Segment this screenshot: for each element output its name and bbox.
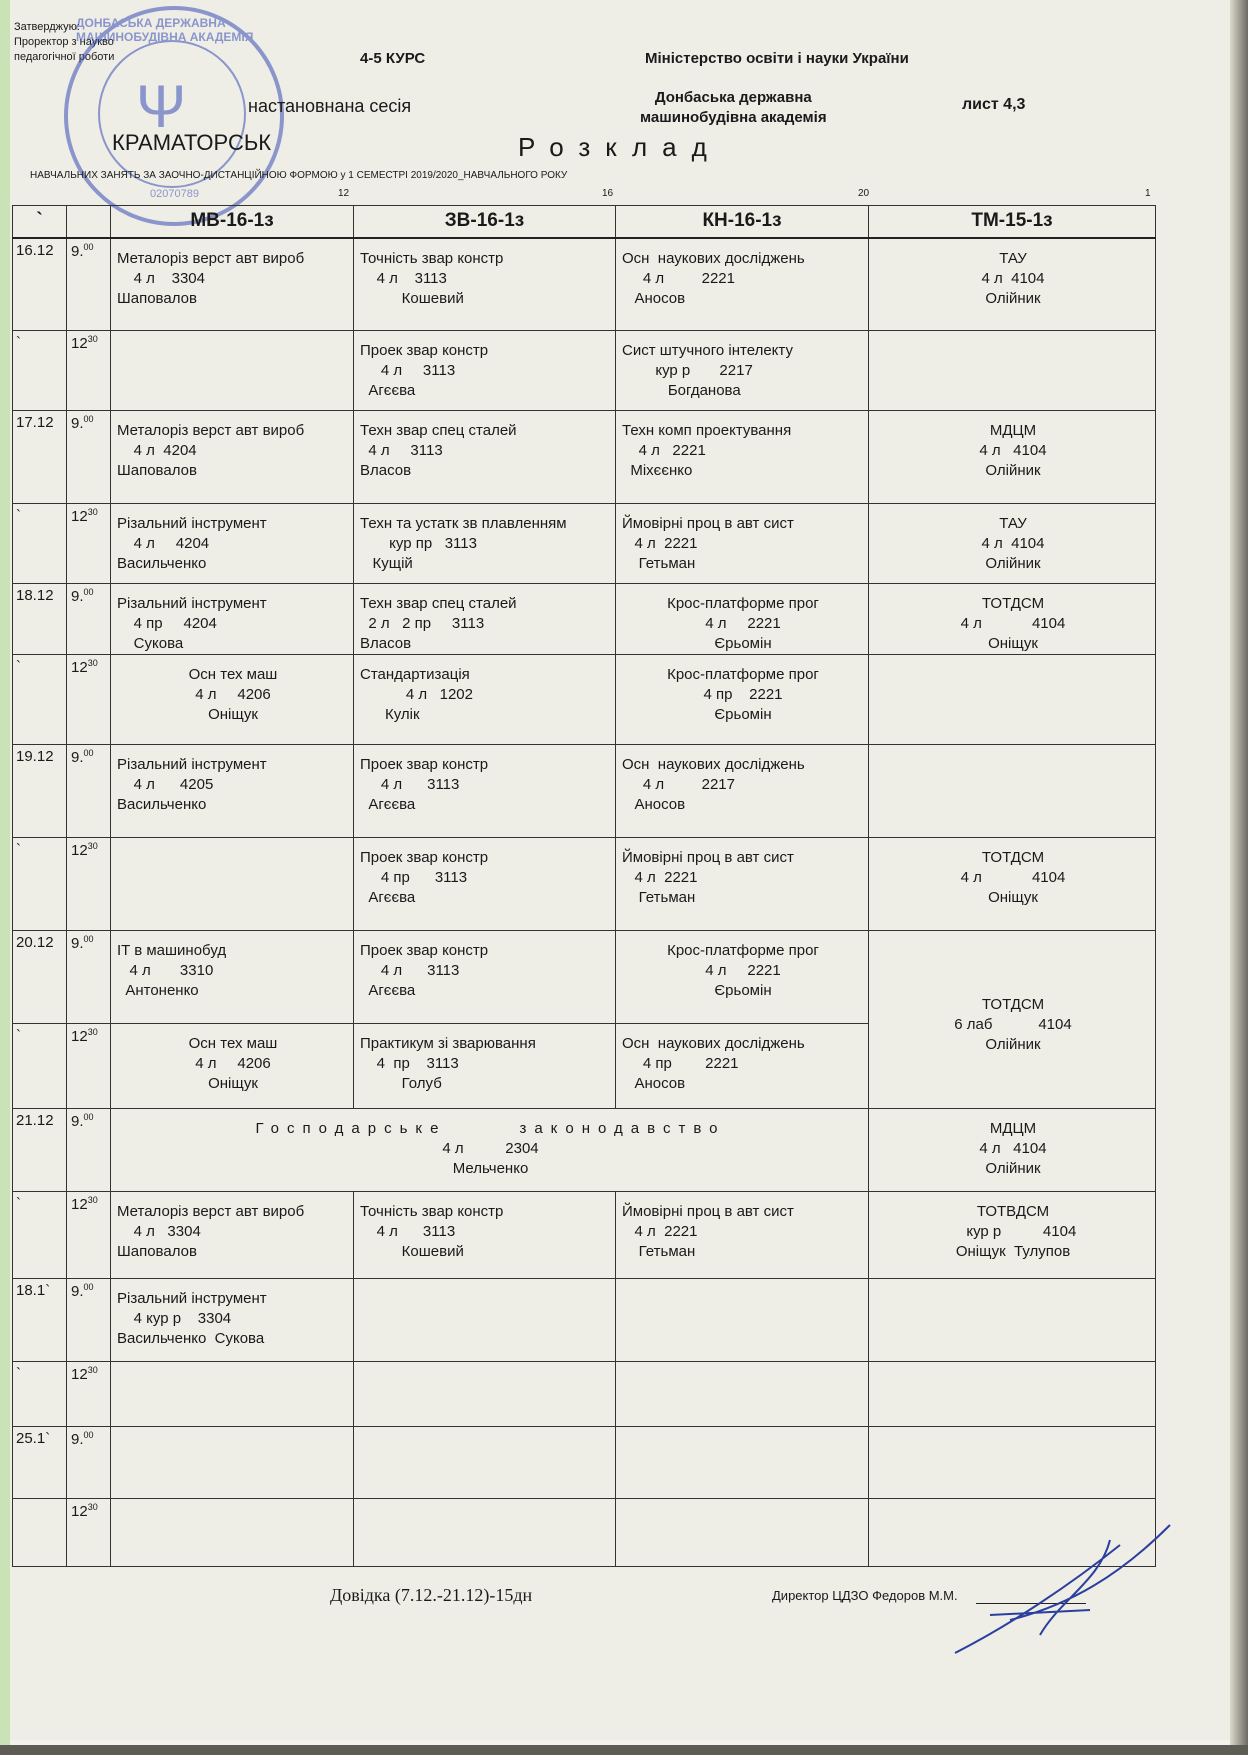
lesson-line: Ймовірні проц в авт сист: [622, 849, 794, 866]
ruler-mark: 12: [338, 188, 350, 199]
date-cell: 25.1`: [13, 1427, 67, 1499]
lesson-line: Осн наукових досліджень: [622, 756, 805, 773]
ministry-label: Міністерство освіти і науки України: [645, 50, 909, 67]
lesson-cell: [616, 838, 869, 931]
lesson-line: Крос-платформе прог: [667, 666, 819, 683]
lesson-line: 4 л 4205: [117, 776, 214, 793]
binding-strip: [0, 0, 10, 1755]
time-value: 12: [71, 842, 88, 859]
lesson-line: Васильченко: [117, 555, 207, 572]
time-cell: [67, 1362, 111, 1427]
lesson-line: Кулік: [360, 706, 420, 723]
group-header: ЗВ-16-1з: [354, 206, 616, 238]
lesson-cell: [616, 1499, 869, 1567]
lesson-cell: [111, 1427, 354, 1499]
time-minutes: 30: [87, 507, 98, 517]
lesson-cell: [111, 1279, 354, 1362]
schedule-row: [13, 838, 1156, 931]
lesson-line: Кошевий: [360, 1243, 464, 1260]
corner-cell: `: [13, 206, 67, 238]
time-value: 9.: [71, 1113, 84, 1130]
lesson-line: Васильченко: [117, 796, 207, 813]
lesson-line: 4 л 4104: [979, 442, 1047, 459]
lesson-line: ТАУ: [999, 515, 1027, 532]
lesson-line: Голуб: [360, 1075, 442, 1092]
schedule-row: [13, 411, 1156, 504]
lesson-line: 4 кур р 3304: [117, 1310, 232, 1327]
lesson-cell: [616, 584, 869, 655]
time-minutes: 00: [83, 414, 94, 424]
time-value: 9.: [71, 749, 84, 766]
lesson-line: Васильченко Сукова: [117, 1330, 265, 1347]
page-subtitle: НАВЧАЛЬНИХ ЗАНЯТЬ ЗА ЗАОЧНО-ДИСТАНЦІЙНОЮ ФОРМОЮ у 1 СЕМЕСТРІ 2019/2020_НАВЧАЛЬНОГО РОКУ: [30, 170, 568, 181]
date-cell: `: [13, 655, 67, 745]
time-value: 12: [71, 1503, 88, 1520]
group-header: МВ-16-1з: [111, 206, 354, 238]
time-minutes: 30: [87, 841, 98, 851]
lesson-line: 4 пр 2221: [703, 686, 783, 703]
date-cell: `: [13, 1024, 67, 1109]
lesson-line: Техн звар спец сталей: [360, 595, 517, 612]
lesson-line: Єрьомін: [714, 982, 772, 999]
lesson-cell: [354, 838, 616, 931]
lesson-line: 4 л 3113: [360, 362, 456, 379]
lesson-line: Точність звар констр: [360, 249, 504, 267]
course-label: 4-5 КУРС: [360, 50, 426, 67]
lesson-cell: [869, 331, 1156, 411]
lesson-line: ТОТДСМ: [981, 849, 1045, 866]
lesson-line: 4 л 3113: [360, 442, 443, 459]
schedule-table: [12, 205, 1156, 1567]
time-cell: [67, 584, 111, 655]
lesson-line: Богданова: [622, 382, 741, 399]
date-cell: `: [13, 1192, 67, 1279]
lesson-line: 4 пр 3113: [360, 1055, 459, 1072]
date-cell: `: [13, 838, 67, 931]
approve-line: педагогічної роботи: [14, 51, 115, 63]
time-value: 9.: [71, 935, 84, 952]
lesson-line: ТАУ: [999, 249, 1027, 267]
lesson-line: Власов: [360, 462, 412, 479]
lesson-cell: [616, 1192, 869, 1279]
lesson-cell: [616, 411, 869, 504]
schedule-row: [13, 655, 1156, 745]
lesson-cell: [616, 1362, 869, 1427]
lesson-cell: [616, 931, 869, 1024]
date-cell: 20.12: [13, 931, 67, 1024]
lesson-line: 4 л 2221: [705, 962, 781, 979]
lesson-cell: [354, 238, 616, 331]
lesson-line: Агєєва: [360, 382, 416, 399]
lesson-line: Точність звар констр: [360, 1203, 504, 1220]
lesson-cell: [354, 1362, 616, 1427]
schedule-row: [13, 1362, 1156, 1427]
lesson-line: кур пр 3113: [360, 535, 477, 552]
time-cell: [67, 411, 111, 504]
date-cell: 18.1`: [13, 1279, 67, 1362]
lesson-line: 4 л 2221: [622, 869, 698, 886]
lesson-cell: [354, 1279, 616, 1362]
time-value: 12: [71, 1366, 88, 1383]
lesson-cell: [111, 504, 354, 584]
lesson-line: 4 л 3113: [360, 1223, 456, 1240]
lesson-cell: [869, 1109, 1156, 1192]
schedule-row: [13, 1279, 1156, 1362]
time-cell: [67, 1024, 111, 1109]
ruler-mark: 20: [858, 188, 870, 199]
lesson-line: МДЦМ: [989, 422, 1037, 439]
lesson-line: Гетьман: [622, 1243, 696, 1260]
time-minutes: 30: [87, 334, 98, 344]
schedule-row: [13, 1192, 1156, 1279]
time-cell: [67, 504, 111, 584]
lesson-cell: [111, 1192, 354, 1279]
date-cell: 17.12: [13, 411, 67, 504]
lesson-line: Осн наукових досліджень: [622, 249, 805, 267]
lesson-line: 4 л 2221: [705, 615, 781, 632]
lesson-cell: [869, 1362, 1156, 1427]
academy-label: Донбаська державна машинобудівна академія: [640, 89, 827, 126]
lesson-line: ТОТДСМ: [981, 995, 1045, 1013]
lesson-line: 4 л 4104: [979, 1140, 1047, 1157]
lesson-line: Проек звар констр: [360, 342, 489, 359]
time-minutes: 30: [87, 1502, 98, 1512]
lesson-line: Проек звар констр: [360, 849, 489, 866]
time-value: 12: [71, 659, 88, 676]
lesson-line: Оніщук: [988, 635, 1038, 652]
lesson-cell: [354, 931, 616, 1024]
page-title: Розклад: [518, 132, 722, 162]
page-edge-right: [1230, 0, 1248, 1755]
lesson-line: 4 л 3310: [117, 962, 214, 979]
lesson-line: IT в машинобуд: [117, 942, 227, 959]
schedule-row: [13, 238, 1156, 331]
lesson-line: Олійник: [985, 1035, 1041, 1053]
time-minutes: 00: [83, 241, 94, 252]
lesson-line: Оніщук Тулупов: [955, 1243, 1071, 1260]
lesson-cell: [111, 1499, 354, 1567]
lesson-line: Ймовірні проц в авт сист: [622, 515, 794, 532]
lesson-cell: [616, 238, 869, 331]
signature-scribble: [950, 1505, 1180, 1665]
time-cell: [67, 331, 111, 411]
lesson-cell: [869, 238, 1156, 331]
lesson-line: 4 л 2217: [622, 776, 735, 793]
lesson-cell: [111, 1362, 354, 1427]
lesson-line: Антоненко: [117, 982, 199, 999]
lesson-cell: [869, 931, 1156, 1109]
lesson-line: Сукова: [117, 635, 184, 652]
ruler-mark: 1: [1145, 188, 1151, 199]
approve-line: Проректор з наукво: [14, 36, 114, 48]
lesson-cell: [616, 655, 869, 745]
date-cell: 16.12: [13, 238, 67, 331]
time-minutes: 30: [87, 1027, 98, 1037]
lesson-line: Шаповалов: [117, 1243, 197, 1260]
lesson-line: Стандартизація: [360, 666, 470, 683]
lesson-line: 4 л 2221: [622, 442, 706, 459]
date-cell: [13, 1499, 67, 1567]
lesson-line: ТОТДСМ: [981, 595, 1045, 612]
schedule-row: [13, 504, 1156, 584]
lesson-line: Різальний інструмент: [117, 756, 267, 773]
lesson-line: Крос-платформе прог: [667, 595, 819, 612]
lesson-line: 2 л 2 пр 3113: [360, 615, 485, 632]
lesson-line: Власов: [360, 635, 412, 652]
city-label: КРАМАТОРСЬК: [112, 130, 272, 155]
lesson-line: Агєєва: [360, 796, 416, 813]
lesson-line: 4 л 4104: [981, 269, 1045, 287]
time-value: 9.: [71, 242, 84, 260]
lesson-line: 4 л 3113: [360, 962, 460, 979]
page-edge-bottom: [0, 1745, 1248, 1755]
time-minutes: 00: [83, 1282, 94, 1292]
lesson-line: Техн комп проектування: [622, 422, 792, 439]
date-cell: 19.12: [13, 745, 67, 838]
lesson-cell: [354, 331, 616, 411]
lesson-cell: [111, 1024, 354, 1109]
group-header: ТМ-15-1з: [869, 206, 1156, 238]
lesson-cell-span: [111, 1109, 869, 1192]
time-minutes: 00: [83, 1112, 94, 1122]
lesson-line: Кошевий: [360, 289, 464, 307]
schedule-row: [13, 1427, 1156, 1499]
lesson-line: 4 пр 3113: [360, 869, 468, 886]
lesson-line: 4 л 2221: [622, 269, 735, 287]
lesson-line: 4 л 2304: [442, 1140, 539, 1157]
time-minutes: 30: [87, 658, 98, 668]
lesson-line: 4 л 4204: [117, 535, 210, 552]
lesson-line: Агєєва: [360, 982, 416, 999]
time-minutes: 00: [83, 587, 94, 597]
lesson-line: Проек звар констр: [360, 942, 489, 959]
lesson-line: Практикум зі зварювання: [360, 1035, 536, 1052]
lesson-cell: [111, 931, 354, 1024]
lesson-cell: [869, 1427, 1156, 1499]
lesson-line: Олійник: [985, 289, 1041, 307]
lesson-line: 6 лаб 4104: [954, 1015, 1072, 1033]
lesson-cell: [354, 1024, 616, 1109]
director-signature: Директор ЦДЗО Федоров М.М.: [772, 1588, 958, 1603]
lesson-line: 4 л 2221: [622, 1223, 698, 1240]
lesson-cell: [869, 655, 1156, 745]
lesson-cell: [869, 838, 1156, 931]
lesson-cell: [354, 1427, 616, 1499]
lesson-line: Аносов: [622, 1075, 686, 1092]
lesson-line: 4 л 4206: [195, 686, 271, 703]
time-minutes: 30: [87, 1195, 98, 1205]
lesson-line: Різальний інструмент: [117, 1290, 267, 1307]
schedule-body: [13, 238, 1156, 1567]
date-cell: `: [13, 1362, 67, 1427]
time-cell: [67, 1427, 111, 1499]
time-minutes: 30: [87, 1365, 98, 1375]
lesson-line: 4 л 4104: [960, 869, 1066, 886]
lesson-cell: [111, 745, 354, 838]
lesson-line: Шаповалов: [117, 289, 197, 307]
lesson-line: 4 пр 2221: [622, 1055, 739, 1072]
lesson-line: 4 л 3304: [117, 1223, 201, 1240]
time-value: 12: [71, 508, 88, 525]
lesson-line: Шаповалов: [117, 462, 197, 479]
lesson-line: Техн звар спец сталей: [360, 422, 517, 439]
approve-line: Затверджую:: [14, 21, 80, 33]
time-cell: [67, 1279, 111, 1362]
lesson-line: 4 л 3304: [117, 269, 205, 287]
lesson-line: Крос-платформе прог: [667, 942, 819, 959]
lesson-line: Проек звар констр: [360, 756, 489, 773]
time-value: 12: [71, 1028, 88, 1045]
lesson-line: 4 л 4104: [981, 535, 1045, 552]
time-value: 12: [71, 1196, 88, 1213]
lesson-line: 4 л 3113: [360, 269, 447, 287]
schedule-row: [13, 1109, 1156, 1192]
lesson-line: 4 л 4206: [195, 1055, 271, 1072]
time-cell: [67, 238, 111, 331]
lesson-line: Мельченко: [452, 1160, 529, 1177]
lesson-cell: [616, 331, 869, 411]
reference-note: Довідка (7.12.-21.12)-15дн: [330, 1585, 533, 1605]
lesson-line: Ймовірні проц в авт сист: [622, 1203, 794, 1220]
sheet-number: лист 4,3: [962, 96, 1026, 113]
time-value: 9.: [71, 1283, 84, 1300]
lesson-cell: [869, 584, 1156, 655]
schedule-row: [13, 331, 1156, 411]
time-minutes: 00: [83, 934, 94, 944]
lesson-line: Оніщук: [988, 889, 1038, 906]
session-label: настановнана сесія: [248, 96, 412, 116]
lesson-cell: [616, 1279, 869, 1362]
lesson-line: Осн тех маш: [188, 666, 278, 683]
lesson-line: Олійник: [985, 462, 1041, 479]
time-value: 12: [71, 335, 88, 352]
lesson-line: Різальний інструмент: [117, 515, 267, 532]
time-value: 9.: [71, 415, 84, 432]
lesson-cell: [111, 411, 354, 504]
schedule-row: [13, 931, 1156, 1024]
group-header: КН-16-1з: [616, 206, 869, 238]
lesson-line: кур р 4104: [949, 1223, 1077, 1240]
time-cell: [67, 1499, 111, 1567]
lesson-cell: [111, 584, 354, 655]
lesson-line: Олійник: [985, 1160, 1041, 1177]
trident-icon: Ψ: [136, 73, 187, 140]
lesson-cell: [354, 655, 616, 745]
lesson-line: Аносов: [622, 796, 686, 813]
time-cell: [67, 931, 111, 1024]
lesson-line: Гетьман: [622, 889, 696, 906]
lesson-line: Гетьман: [622, 555, 696, 572]
lesson-cell: [111, 238, 354, 331]
time-cell: [67, 1192, 111, 1279]
lesson-cell: [111, 655, 354, 745]
time-value: 9.: [71, 588, 84, 605]
lesson-line: Техн та устатк зв плавленням: [360, 515, 567, 532]
lesson-line: 4 л 4104: [960, 615, 1066, 632]
lesson-line: Олійник: [985, 555, 1041, 572]
ruler-mark: 16: [602, 188, 614, 199]
lesson-line: МДЦМ: [989, 1120, 1037, 1137]
lesson-line: Оніщук: [208, 706, 258, 723]
lesson-line: Металоріз верст авт вироб: [117, 1203, 305, 1220]
lesson-line: 4 л 3113: [360, 776, 460, 793]
lesson-cell: [869, 504, 1156, 584]
lesson-cell: [354, 411, 616, 504]
lesson-line: кур р 2217: [622, 362, 753, 379]
lesson-line: Єрьомін: [714, 635, 772, 652]
lesson-line: 4 л 2221: [622, 535, 698, 552]
lesson-cell: [869, 745, 1156, 838]
stamp-code: 02070789: [150, 188, 199, 200]
lesson-cell: [869, 411, 1156, 504]
schedule-row: [13, 584, 1156, 655]
schedule-row: [13, 745, 1156, 838]
lesson-cell: [354, 1192, 616, 1279]
lesson-line: Осн тех маш: [188, 1035, 278, 1052]
time-minutes: 00: [83, 748, 94, 758]
time-cell: [67, 838, 111, 931]
date-cell: `: [13, 504, 67, 584]
lesson-line: 4 пр 4204: [117, 615, 217, 632]
time-cell: [67, 745, 111, 838]
lesson-cell: [616, 1024, 869, 1109]
lesson-line: Металоріз верст авт вироб: [117, 422, 305, 439]
time-minutes: 00: [83, 1430, 94, 1440]
lesson-line: 4 л 4204: [117, 442, 197, 459]
lesson-cell: [869, 1192, 1156, 1279]
lesson-cell: [354, 504, 616, 584]
lesson-line: Єрьомін: [714, 706, 772, 723]
date-cell: `: [13, 331, 67, 411]
lesson-line: Господарське законодавство: [255, 1120, 726, 1137]
lesson-line: Міхєєнко: [622, 462, 693, 479]
lesson-line: Кущій: [360, 555, 413, 572]
lesson-cell: [616, 1427, 869, 1499]
lesson-cell: [616, 745, 869, 838]
lesson-cell: [869, 1279, 1156, 1362]
time-cell: [67, 1109, 111, 1192]
lesson-cell: [354, 1499, 616, 1567]
lesson-cell: [354, 745, 616, 838]
lesson-line: Сист штучного інтелекту: [622, 342, 793, 359]
lesson-line: Оніщук: [208, 1075, 258, 1092]
lesson-line: Металоріз верст авт вироб: [117, 249, 305, 267]
lesson-line: Осн наукових досліджень: [622, 1035, 805, 1052]
lesson-cell: [354, 584, 616, 655]
date-cell: 18.12: [13, 584, 67, 655]
lesson-line: 4 л 1202: [360, 686, 473, 703]
lesson-cell: [111, 331, 354, 411]
lesson-cell: [111, 838, 354, 931]
lesson-line: Аносов: [622, 289, 686, 307]
lesson-line: Агєєва: [360, 889, 416, 906]
time-cell: [67, 655, 111, 745]
time-value: 9.: [71, 1431, 84, 1448]
lesson-cell: [616, 504, 869, 584]
stamp-text: ДОНБАСЬКА ДЕРЖАВНА МАШИНОБУДІВНА АКАДЕМІЯ: [76, 16, 254, 44]
lesson-line: Різальний інструмент: [117, 595, 267, 612]
date-cell: 21.12: [13, 1109, 67, 1192]
lesson-line: ТОТВДСМ: [976, 1203, 1050, 1220]
